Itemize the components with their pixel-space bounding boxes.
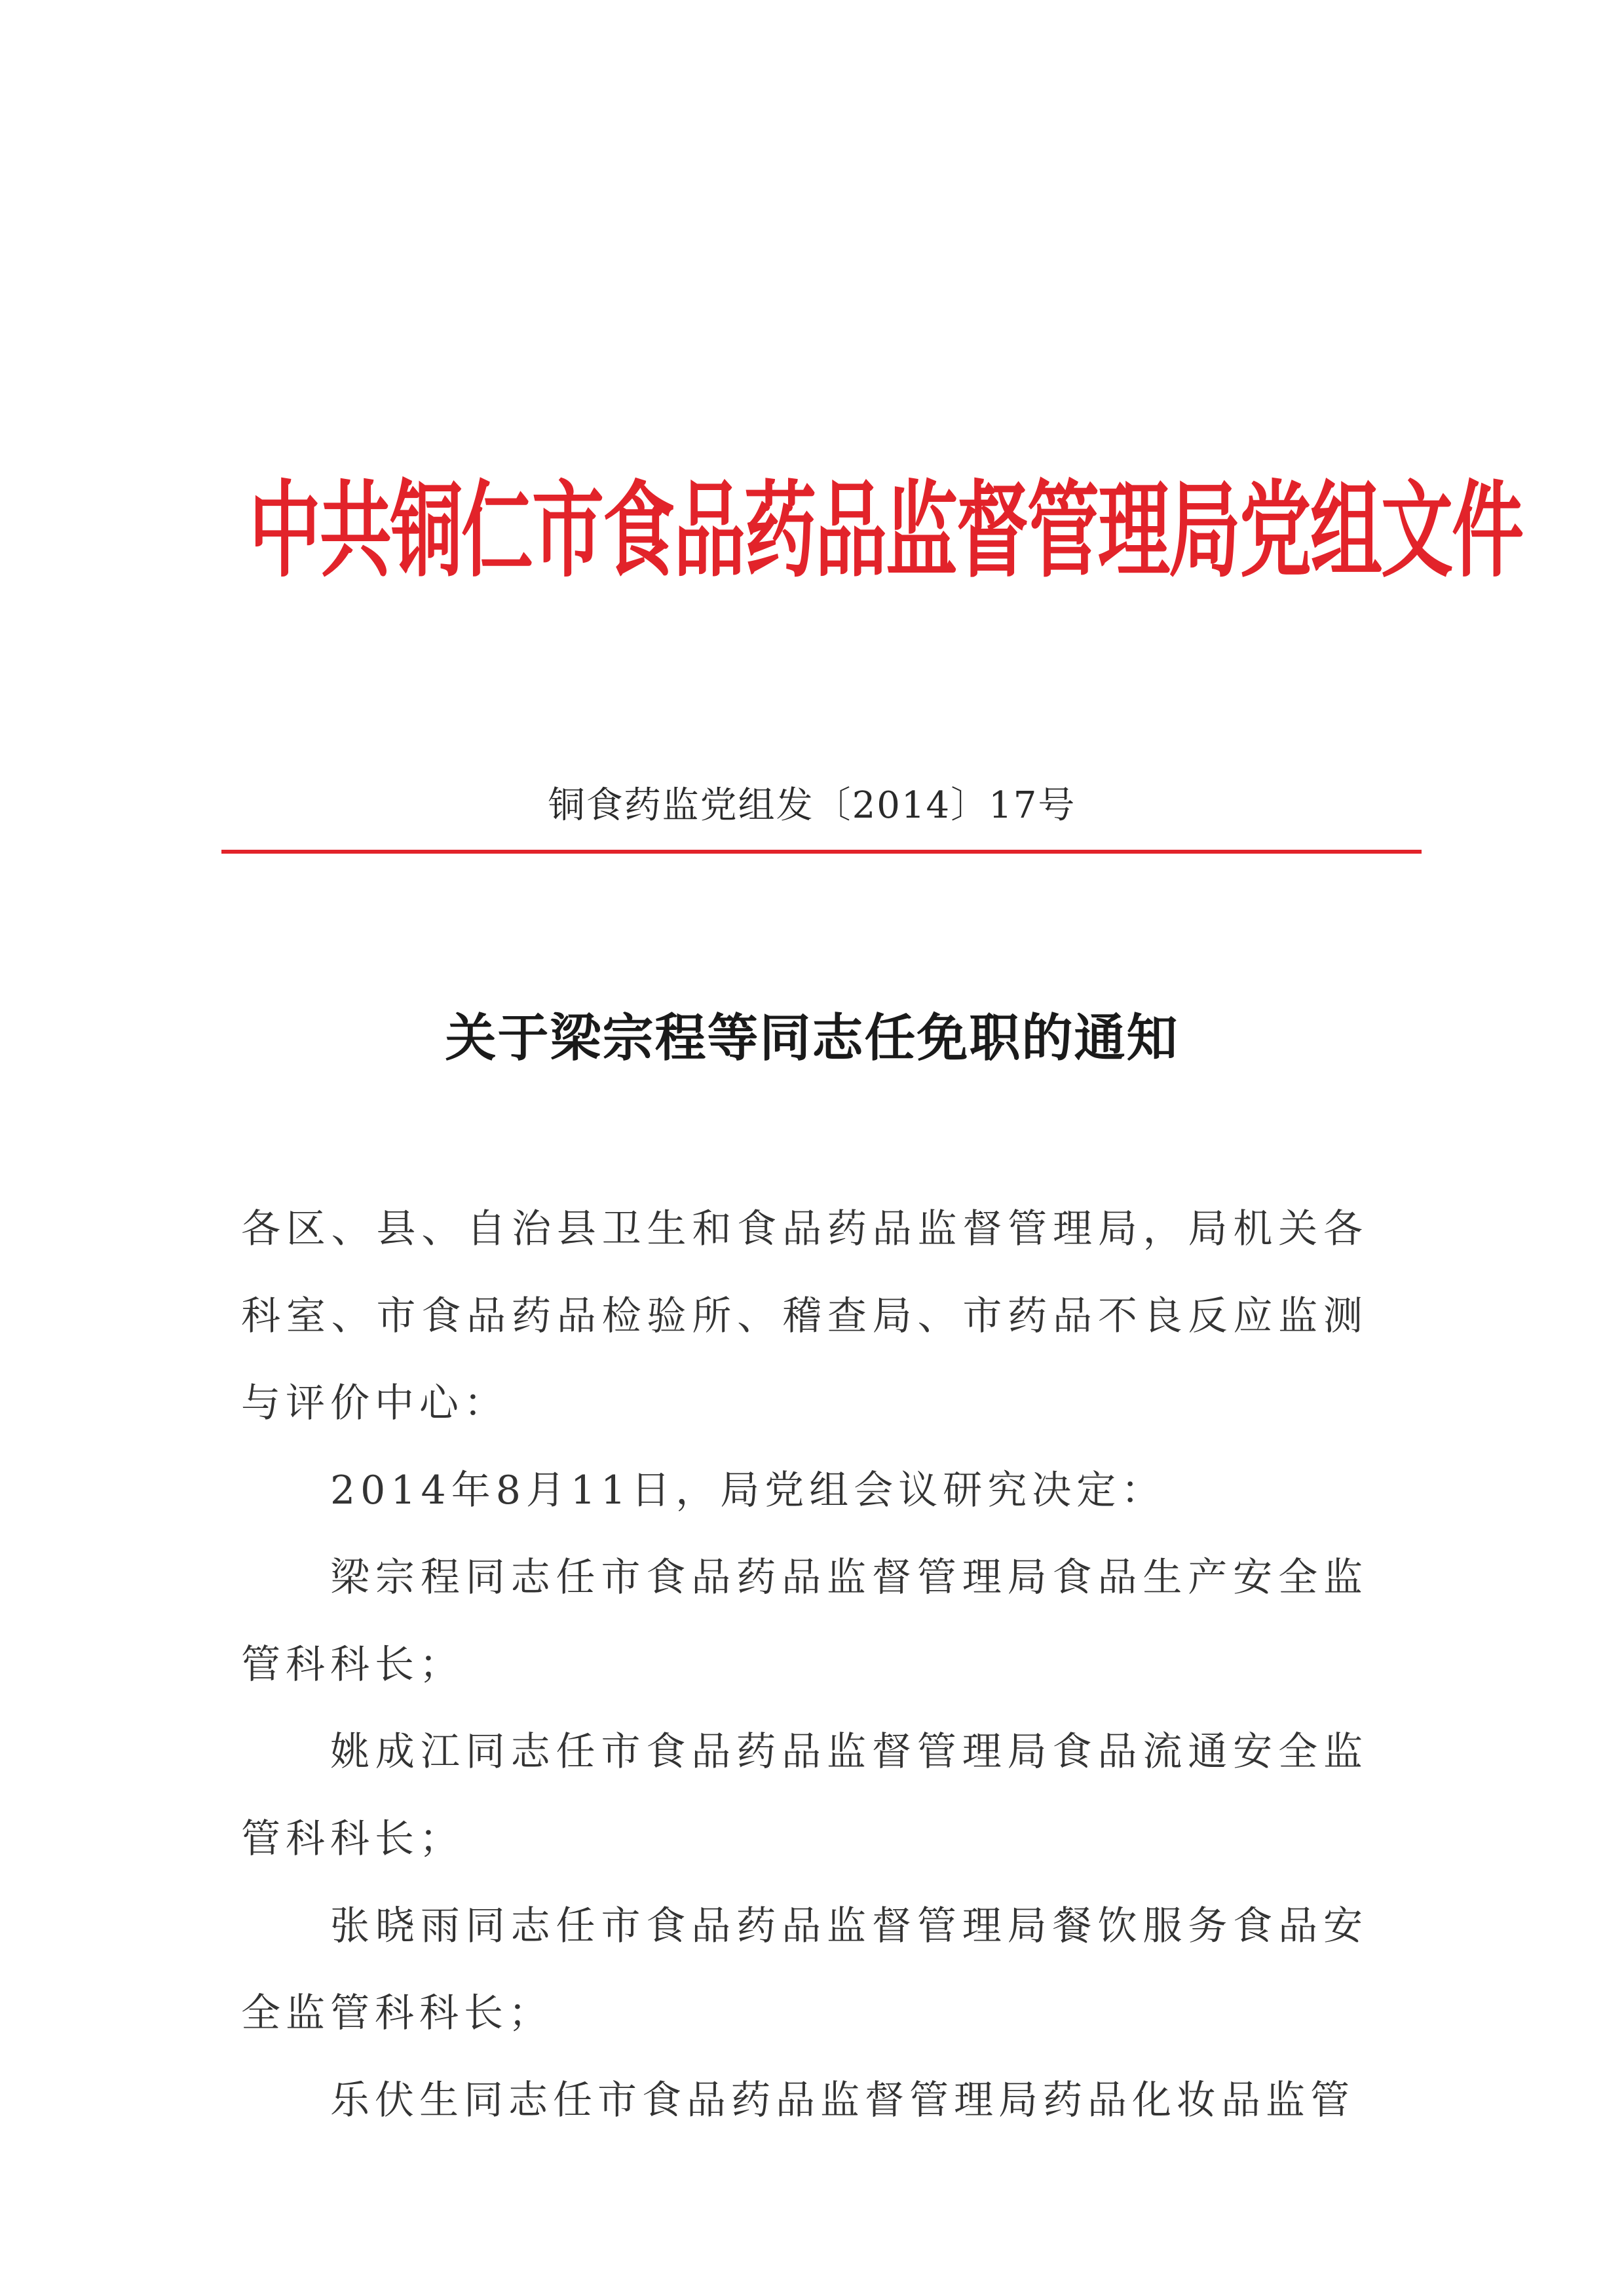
notice-title: 关于梁宗程等同志任免职的通知 xyxy=(445,1009,1179,1068)
addressee-paragraph: 各区、县、自治县卫生和食品药品监督管理局，局机关各科室、市食品药品检验所、稽查局、市药品不良反应监测与评价中心： xyxy=(241,1206,1368,1426)
red-letterhead-title: 中共铜仁市食品药品监督管理局党组文件 xyxy=(249,470,1522,592)
body-paragraph: 梁宗程同志任市食品药品监督管理局食品生产安全监管科科长； xyxy=(241,1555,1368,1688)
body-paragraph: 姚成江同志任市食品药品监督管理局食品流通安全监管科科长； xyxy=(241,1729,1368,1862)
notice-body xyxy=(241,1186,1368,2144)
document-number: 铜食药监党组发〔2014〕17号 xyxy=(548,784,1076,827)
body-paragraph: 乐伏生同志任市食品药品监督管理局药品化妆品监管 xyxy=(330,2077,1355,2123)
red-divider-line xyxy=(221,850,1422,854)
body-paragraph: 张晓雨同志任市食品药品监督管理局餐饮服务食品安全监管科科长； xyxy=(241,1903,1368,2036)
body-paragraph: 2014年8月11日，局党组会议研究决定： xyxy=(330,1468,1166,1513)
